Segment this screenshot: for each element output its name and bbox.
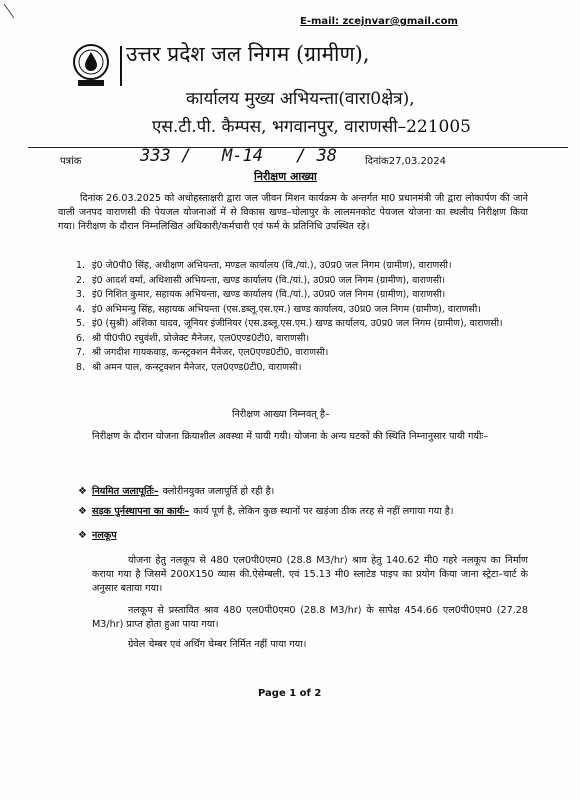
list-item: 1. इं0 जे0पी0 सिंह, अधीक्षण अभियन्ता, मण्डल कार्यालय (वि./यां.), उ0प्र0 जल निगम (ग्रामीण), वाराणसी।	[76, 260, 452, 271]
diamond-bullet-icon: ❖	[78, 530, 87, 541]
list-item: 4. इं0 अभिमन्यु सिंह, सहायक अभियन्ता (एस.डब्लू.एस.एम.) खण्ड कार्यालय, उ0प्र0 जल निगम (ग्रामीण), वाराणसी।	[76, 303, 481, 315]
reference-date: दिनांक27,03.2024	[365, 156, 446, 167]
list-item: 5. इं0 (सुश्री) अंशिका यादव, जूनियर इंजीनियर (एस.डब्लू.एस.एम.) खण्ड कार्यालय, उ0प्र0 जल निगम (ग्रामीण), वाराणसी।	[76, 318, 503, 329]
office-name: कार्यालय मुख्य अभियन्ता(वारा0क्षेत्र),	[186, 89, 415, 109]
list-item: 8. श्री अमन पाल, कन्स्ट्रक्शन मैनेजर, एल0एण्ड0टी0, वाराणसी।	[76, 361, 302, 373]
header-divider	[120, 46, 122, 86]
intro-paragraph: दिनांक 26.03.2025 को अधोहस्ताक्षरी द्वारा जल जीवन मिशन कार्यक्रम के अन्तर्गत मा0 प्रधानमंत्री जी द्वारा लोकार्पण की जाने वाली जनपद वाराणसी की पेयजल योजनाओं में से विकास खण्ड–चोलापुर के लालमनकोट पेयजल योजना का स्थलीय निरीक्षण किया गया। निरीक्षण के दौरान निम्नलिखित अधिकारी/कर्मचारी एवं फर्म के प्रतिनिधि उपस्थित रहे।	[58, 193, 528, 232]
jal-nigam-logo-icon	[70, 42, 112, 90]
tubewell-paragraph-3: ग्रेवेल चेम्बर एवं अर्थिंग चेम्बर निर्मित नहीं पाया गया।	[128, 639, 307, 650]
reference-number-1: 333 /	[140, 146, 192, 166]
status-paragraph: निरीक्षण के दौरान योजना क्रियाशील अवस्था में पायी गयी। योजना के अन्य घटकों की स्थिति निम्नानुसार पायी गयीः–	[92, 431, 489, 442]
tubewell-paragraph-1: योजना हेतु नलकूप से 480 एल0पी0एम0 (28.8 M3/hr) श्राव हेतु 140.62 मी0 गहरे नलकूप का निर्माण कराया गया है जिसमें 200X150 व्यास की.ऐसेम्बली, एवं 15.13 मी0 स्लाटेड पाइप का प्रयोग किया जाना स्ट्रेटा–चार्ट के अनुसार बताया गया।	[92, 555, 528, 594]
reference-label: पत्रांक	[60, 156, 82, 167]
corner-mark	[2, 2, 16, 20]
list-item: 2. इं0 आदर्श वर्मा, अधिशासी अभियन्ता, खण्ड कार्यालय (वि./यां.), उ0प्र0 जल निगम (ग्रामीण), वाराणसी।	[76, 274, 446, 286]
org-name: उत्तर प्रदेश जल निगम (ग्रामीण),	[126, 42, 370, 66]
attendee-list	[76, 259, 516, 375]
list-item: 7. श्री जगदीश गायकवाड़, कन्स्ट्रक्शन मैनेजर, एल0एण्ड0टी0, वाराणसी।	[76, 347, 329, 358]
bullet-tubewell: ❖ नलकूप	[78, 530, 117, 541]
diamond-bullet-icon: ❖	[78, 506, 87, 517]
reference-number-3: / 38	[296, 146, 337, 166]
list-item: 3. इं0 निशित कुमार, सहायक अभियन्ता, खण्ड कार्यालय (वि./यां.), उ0प्र0 जल निगम (ग्रामीण), वाराणसी।	[76, 289, 446, 300]
email-address: E-mail: zcejnvar@gmail.com	[300, 16, 458, 27]
bullet-water-supply: ❖ नियमित जलापूर्तिः– क्लोरीनयुक्त जलापूर्ति हो रही है।	[78, 486, 275, 497]
office-address: एस.टी.पी. कैम्पस, भगवानपुर, वाराणसी–221005	[152, 117, 471, 137]
diamond-bullet-icon: ❖	[78, 486, 87, 497]
page-number: Page 1 of 2	[258, 688, 322, 699]
tubewell-paragraph-2: नलकूप से प्रस्तावित श्राव 480 एल0पी0एम0 (28.8 M3/hr) के सापेक्ष 454.66 एल0पी0एम0 (27.28 M3/hr) प्राप्त होता हुआ पाया गया।	[92, 605, 528, 630]
report-title: निरीक्षण आख्या	[254, 170, 317, 183]
report-heading: निरीक्षण आख्या निम्नवत् है–	[232, 409, 330, 420]
bullet-road-restoration: ❖ सड़क पुर्नस्थापना का कार्यः– कार्य पूर्ण है, लेकिन कुछ स्थानों पर खड़ंजा ठीक तरह से नहीं लगाया गया है।	[78, 506, 454, 517]
list-item: 6. श्री पी0पी0 रघुवंशी, प्रोजेक्ट मैनेजर, एल0एण्ड0टी0, वाराणसी।	[76, 332, 310, 344]
reference-number-2: M-14	[222, 146, 263, 166]
